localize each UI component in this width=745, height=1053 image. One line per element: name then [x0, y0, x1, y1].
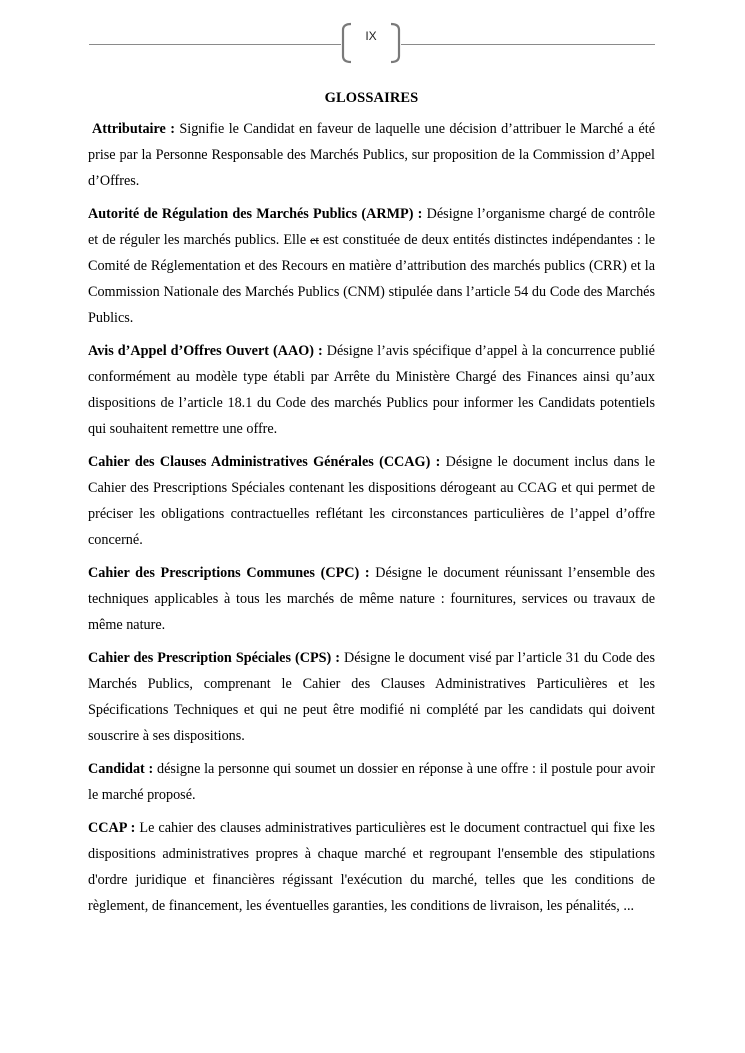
page-title: GLOSSAIRES: [324, 90, 419, 106]
glossary-entry-attributaire: [88, 116, 655, 194]
glossary-definition: désigne la personne qui soumet un dossier en réponse à une offre : il postule pour avoir le marché proposé.: [88, 761, 656, 803]
left-brace-icon: [339, 22, 353, 64]
glossary-entry-armp: [88, 201, 655, 331]
glossary-term: Attributaire :: [92, 121, 175, 137]
right-brace-icon: [389, 22, 403, 64]
glossary-definition: Désigne le document inclus dans le Cahier des Prescriptions Spéciales contenant les dispositions dérogeant au CCAG et qui permet de préciser les obligations contractuelles reflétant les circonstances particulières de l’appel d’offre concerné.: [88, 454, 655, 548]
header-rule-right: [401, 44, 655, 45]
glossary-definition: Désigne l’avis spécifique d’appel à la concurrence publié conformément au modèle type établi par Arrête du Ministère Chargé des Finances ainsi qu’aux dispositions de l’article 18.1 du Code des marchés Publics pour informer les Candidats potentiels qui souhaitent remettre une offre.: [88, 343, 655, 437]
glossary-definition: Désigne le document réunissant l’ensemble des techniques applicables à tous les marchés de même nature : fournitures, services ou travaux de même nature.: [88, 565, 655, 633]
glossary-definition-continued: est constituée de deux entités distinctes indépendantes : le Comité de Réglementation et des Recours en matière d’attribution des marchés publics (CRR) et la Commission Nationale des Marchés Publics (CNM) stipulée dans l’article 54 du Code des Marchés Publics.: [88, 232, 655, 326]
glossary-entry-ccap: [88, 815, 655, 919]
glossary-term: CCAP :: [88, 820, 136, 836]
header-rule-left: [89, 44, 341, 45]
glossary-term: Avis d’Appel d’Offres Ouvert (AAO) :: [88, 343, 323, 359]
glossary-term: Candidat :: [88, 761, 154, 777]
glossary-definition: Signifie le Candidat en faveur de laquelle une décision d’attribuer le Marché a été prise par la Personne Responsable des Marchés Publics, sur proposition de la Commission d’Appel d’Offres.: [88, 121, 655, 189]
glossary-definition: Le cahier des clauses administratives particulières est le document contractuel qui fixe les dispositions administratives propres à chaque marché et regroupant l'ensemble des stipulations d'ordre juridique et financières régissant l'exécution du marché, telles que les conditions de règlement, de financement, les éventuelles garanties, les conditions de livraison, les pénalités, ...: [88, 820, 655, 914]
glossary-definition: Désigne le document visé par l’article 31 du Code des Marchés Publics, comprenant le Cahier des Clauses Administratives Particulières et les Spécifications Techniques et qui ne peut être modifié ni complété par les candidats qui doivent souscrire à ses dispositions.: [88, 650, 655, 744]
glossary-entry-candidat: [88, 756, 655, 808]
struck-text: et: [310, 233, 319, 247]
glossary-term: Cahier des Clauses Administratives Générales (CCAG) :: [88, 454, 441, 470]
glossary-content: [88, 87, 655, 926]
glossary-term: Autorité de Régulation des Marchés Publics (ARMP) :: [88, 206, 423, 222]
glossary-entry-cpc: [88, 560, 655, 638]
page-number: IX: [365, 29, 377, 43]
page-header: [0, 0, 745, 70]
glossary-term: Cahier des Prescriptions Communes (CPC) :: [88, 565, 370, 581]
glossary-entry-cps: [88, 645, 655, 749]
glossary-entry-ccag: [88, 449, 655, 553]
glossary-entry-aao: [88, 338, 655, 442]
glossary-definition: Désigne l’organisme chargé de contrôle et de réguler les marchés publics. Elle: [88, 206, 655, 248]
glossary-term: Cahier des Prescription Spéciales (CPS) :: [88, 650, 340, 666]
